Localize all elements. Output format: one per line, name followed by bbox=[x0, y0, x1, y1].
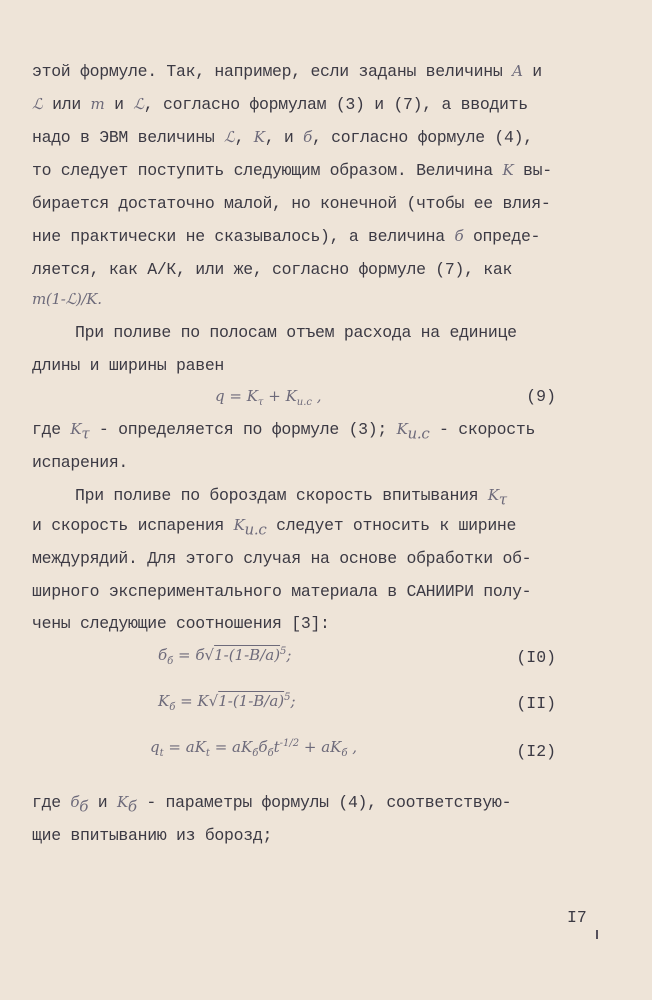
text-line: щие впитыванию из борозд; bbox=[32, 826, 273, 845]
equation-number: (II) bbox=[516, 694, 556, 713]
text-line: При поливе по бороздам скорость впитывания $K_\tau$ bbox=[75, 486, 507, 509]
text-line: этой формуле. Так, например, если заданы величины A и bbox=[32, 62, 542, 81]
text-line: бирается достаточно малой, но конечной (чтобы ее влия- bbox=[32, 194, 551, 213]
text-line: ширного экспериментального материала в САНИИРИ полу- bbox=[32, 582, 532, 601]
equation-number: (9) bbox=[526, 387, 556, 406]
text-line: чены следующие соотношения [3]: bbox=[32, 614, 330, 633]
page-number: I7 bbox=[567, 908, 587, 927]
text-line: и скорость испарения $K_{и.с}$ следует относить к ширине bbox=[32, 516, 517, 539]
equation-number: (I0) bbox=[516, 648, 556, 667]
text-line: где $K_\tau$ - определяется по формуле (3); $K_{и.с}$ - скорость bbox=[32, 420, 536, 443]
equation-9: $q = K_\tau + K_{и.с}$ , bbox=[215, 387, 322, 408]
text-line: m(1-ℒ)/K. bbox=[32, 290, 102, 308]
margin-mark bbox=[596, 930, 598, 939]
text-line: ℒ или m и ℒ, согласно формулам (3) и (7), а вводить bbox=[32, 95, 528, 114]
equation-11: $K_б = K√1-(1-B/a)^5$; bbox=[158, 692, 296, 713]
equation-12: $q_t = aK_t = aK_бб_бt^{-1/2} + aK_б$ , bbox=[150, 738, 358, 759]
equation-number: (I2) bbox=[516, 742, 556, 761]
text-line: надо в ЭВМ величины ℒ, K, и б, согласно формуле (4), bbox=[32, 128, 533, 147]
text-line: то следует поступить следующим образом. Величина K вы- bbox=[32, 161, 552, 180]
text-line: При поливе по полосам отъем расхода на единице bbox=[75, 323, 517, 342]
equation-10: $б_б = б√1-(1-B/a)^5$; bbox=[158, 646, 292, 667]
text-line: междурядий. Для этого случая на основе обработки об- bbox=[32, 549, 532, 568]
text-line: ние практически не сказывалось), а величина б опреде- bbox=[32, 227, 541, 246]
text-line: длины и ширины равен bbox=[32, 356, 225, 375]
text-line: где $б_б$ и $K_б$ - параметры формулы (4), соответствую- bbox=[32, 793, 512, 816]
text-line: испарения. bbox=[32, 453, 129, 472]
text-line: ляется, как А/К, или же, согласно формуле (7), как bbox=[32, 260, 513, 279]
